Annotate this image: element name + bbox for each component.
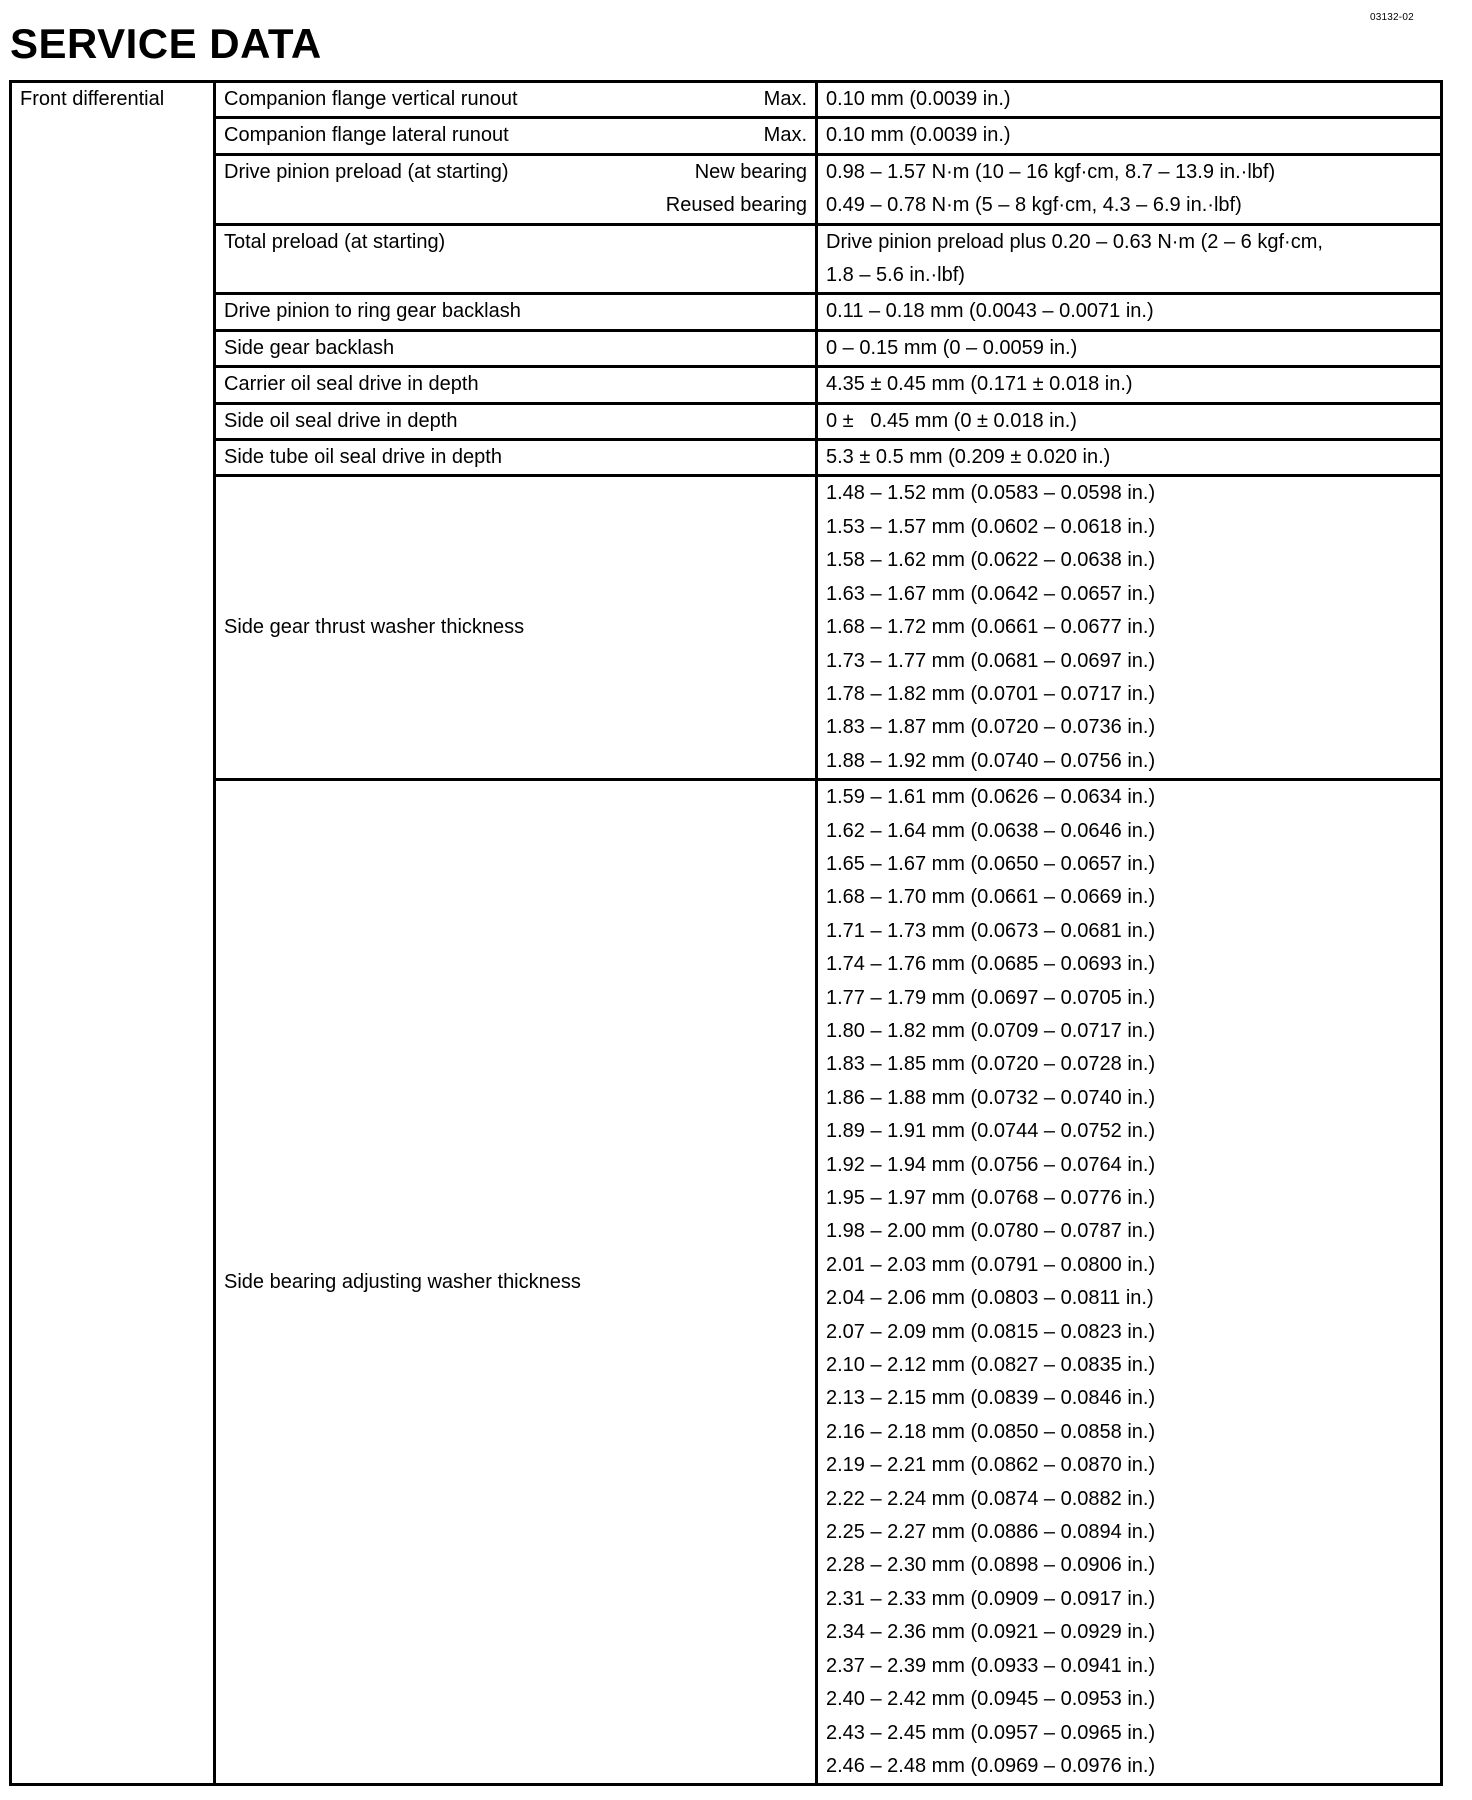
value-text: 2.13 – 2.15 mm (0.0839 – 0.0846 in.): [826, 1387, 1156, 1410]
item-label: Side oil seal drive in depth: [224, 409, 458, 432]
value-text: 1.83 – 1.85 mm (0.0720 – 0.0728 in.): [826, 1053, 1156, 1076]
value-cell: [817, 476, 1442, 780]
item-cell: [215, 476, 817, 780]
item-qualifier: New bearing: [694, 160, 807, 183]
value-text: 1.86 – 1.88 mm (0.0732 – 0.0740 in.): [826, 1086, 1156, 1109]
table-row: [11, 780, 1442, 1785]
value-text: 0.49 – 0.78 N·m (5 – 8 kgf·cm, 4.3 – 6.9 in.·lbf): [826, 194, 1242, 217]
value-text: 1.48 – 1.52 mm (0.0583 – 0.0598 in.): [826, 482, 1156, 505]
table-row: [11, 224, 1442, 294]
item-label: Side tube oil seal drive in depth: [224, 446, 502, 469]
table-row: [11, 294, 1442, 330]
value-text: 1.71 – 1.73 mm (0.0673 – 0.0681 in.): [826, 919, 1156, 942]
item-label: Side bearing adjusting washer thickness: [224, 1270, 581, 1293]
value-text: 2.46 – 2.48 mm (0.0969 – 0.0976 in.): [826, 1754, 1156, 1777]
item-qualifier: Reused bearing: [665, 194, 807, 217]
value-text: 0 – 0.15 mm (0 – 0.0059 in.): [826, 336, 1078, 359]
table-row: [11, 82, 1442, 118]
item-cell: [215, 440, 817, 476]
table-row: [11, 154, 1442, 224]
value-cell: [817, 403, 1442, 439]
value-cell: [817, 367, 1442, 403]
value-text: 0.11 – 0.18 mm (0.0043 – 0.0071 in.): [826, 300, 1154, 323]
item-label: Total preload (at starting): [224, 230, 446, 253]
value-cell: [817, 330, 1442, 366]
value-text: 4.35 ± 0.45 mm (0.171 ± 0.018 in.): [826, 373, 1133, 396]
item-cell: [215, 118, 817, 154]
value-text: 0.98 – 1.57 N·m (10 – 16 kgf·cm, 8.7 – 13.9 in.·lbf): [826, 160, 1276, 183]
value-text: 1.73 – 1.77 mm (0.0681 – 0.0697 in.): [826, 649, 1156, 672]
value-text: 1.65 – 1.67 mm (0.0650 – 0.0657 in.): [826, 852, 1156, 875]
value-cell: [817, 294, 1442, 330]
item-cell: [215, 367, 817, 403]
value-text: 2.16 – 2.18 mm (0.0850 – 0.0858 in.): [826, 1420, 1156, 1443]
group-label: Front differential: [11, 82, 215, 1785]
value-cell: [817, 780, 1442, 1785]
table-row: [11, 118, 1442, 154]
value-text: 2.34 – 2.36 mm (0.0921 – 0.0929 in.): [826, 1621, 1156, 1644]
page-title: SERVICE DATA: [10, 20, 322, 67]
value-text: 1.89 – 1.91 mm (0.0744 – 0.0752 in.): [826, 1120, 1156, 1143]
value-cell: [817, 118, 1442, 154]
item-label: Drive pinion to ring gear backlash: [224, 300, 521, 323]
value-text: 2.22 – 2.24 mm (0.0874 – 0.0882 in.): [826, 1487, 1156, 1510]
value-cell: [817, 224, 1442, 294]
value-text: 1.8 – 5.6 in.·lbf): [826, 264, 965, 287]
value-text: 2.01 – 2.03 mm (0.0791 – 0.0800 in.): [826, 1253, 1156, 1276]
value-text: 1.80 – 1.82 mm (0.0709 – 0.0717 in.): [826, 1019, 1156, 1042]
service-data-table: [9, 80, 1443, 1786]
item-cell: [215, 224, 817, 294]
value-text: 0.10 mm (0.0039 in.): [826, 88, 1011, 110]
value-text: 1.62 – 1.64 mm (0.0638 – 0.0646 in.): [826, 819, 1156, 842]
table-row: [11, 330, 1442, 366]
value-text: 1.68 – 1.72 mm (0.0661 – 0.0677 in.): [826, 616, 1156, 639]
value-text: 2.10 – 2.12 mm (0.0827 – 0.0835 in.): [826, 1354, 1156, 1377]
value-text: 1.68 – 1.70 mm (0.0661 – 0.0669 in.): [826, 886, 1156, 909]
item-cell: [215, 82, 817, 118]
value-text: 2.37 – 2.39 mm (0.0933 – 0.0941 in.): [826, 1654, 1156, 1677]
document-code: 03132-02: [1370, 12, 1414, 23]
value-text: 1.83 – 1.87 mm (0.0720 – 0.0736 in.): [826, 716, 1156, 739]
value-text: 1.95 – 1.97 mm (0.0768 – 0.0776 in.): [826, 1187, 1156, 1209]
table-row: [11, 367, 1442, 403]
item-label: Carrier oil seal drive in depth: [224, 373, 479, 396]
value-text: 2.40 – 2.42 mm (0.0945 – 0.0953 in.): [826, 1688, 1156, 1711]
item-label: Side gear thrust washer thickness: [224, 616, 525, 639]
item-cell: [215, 330, 817, 366]
value-text: 1.59 – 1.61 mm (0.0626 – 0.0634 in.): [826, 786, 1156, 809]
value-text: 1.92 – 1.94 mm (0.0756 – 0.0764 in.): [826, 1153, 1156, 1176]
table-row: [11, 476, 1442, 780]
item-label: Companion flange lateral runout: [224, 124, 509, 147]
value-text: 2.28 – 2.30 mm (0.0898 – 0.0906 in.): [826, 1554, 1156, 1577]
table-row: [11, 440, 1442, 476]
item-cell: [215, 154, 817, 224]
value-text: 2.19 – 2.21 mm (0.0862 – 0.0870 in.): [826, 1454, 1156, 1477]
value-cell: [817, 82, 1442, 118]
item-label: Drive pinion preload (at starting): [224, 160, 509, 183]
value-text: Drive pinion preload plus 0.20 – 0.63 N·m (2 – 6 kgf·cm,: [826, 230, 1323, 253]
value-text: 2.43 – 2.45 mm (0.0957 – 0.0965 in.): [826, 1721, 1156, 1744]
value-text: 1.88 – 1.92 mm (0.0740 – 0.0756 in.): [826, 749, 1156, 772]
value-text: 2.25 – 2.27 mm (0.0886 – 0.0894 in.): [826, 1521, 1156, 1544]
value-cell: [817, 440, 1442, 476]
value-text: 1.53 – 1.57 mm (0.0602 – 0.0618 in.): [826, 515, 1156, 538]
value-text: 2.04 – 2.06 mm (0.0803 – 0.0811 in.): [826, 1287, 1154, 1310]
value-text: 1.98 – 2.00 mm (0.0780 – 0.0787 in.): [826, 1220, 1156, 1243]
value-text: 1.74 – 1.76 mm (0.0685 – 0.0693 in.): [826, 953, 1156, 976]
value-text: 5.3 ± 0.5 mm (0.209 ± 0.020 in.): [826, 446, 1111, 469]
item-cell: [215, 403, 817, 439]
value-text: 1.63 – 1.67 mm (0.0642 – 0.0657 in.): [826, 582, 1156, 605]
item-cell: [215, 780, 817, 1785]
value-text: 0.10 mm (0.0039 in.): [826, 124, 1011, 147]
item-qualifier: Max.: [763, 88, 807, 110]
item-label: Side gear backlash: [224, 336, 395, 359]
value-text: 0 ± 0.45 mm (0 ± 0.018 in.): [826, 409, 1077, 432]
value-text: 2.07 – 2.09 mm (0.0815 – 0.0823 in.): [826, 1320, 1156, 1343]
item-qualifier: Max.: [763, 124, 807, 147]
item-cell: [215, 294, 817, 330]
value-cell: [817, 154, 1442, 224]
item-label: Companion flange vertical runout: [224, 88, 518, 110]
value-text: 1.77 – 1.79 mm (0.0697 – 0.0705 in.): [826, 986, 1156, 1009]
value-text: 2.31 – 2.33 mm (0.0909 – 0.0917 in.): [826, 1587, 1156, 1610]
table-row: [11, 403, 1442, 439]
value-text: 1.78 – 1.82 mm (0.0701 – 0.0717 in.): [826, 682, 1156, 705]
value-text: 1.58 – 1.62 mm (0.0622 – 0.0638 in.): [826, 549, 1156, 572]
